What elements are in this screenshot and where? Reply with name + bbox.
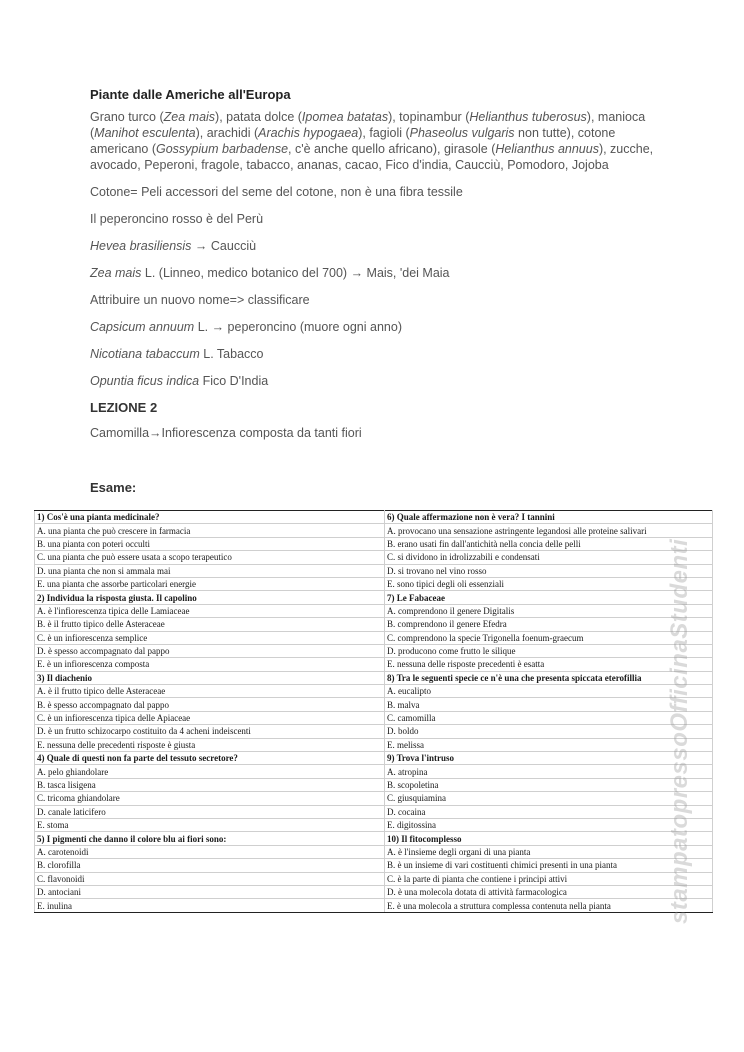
text-segment: L. (Linneo, medico botanico del 700) → Mais, 'dei Maia <box>141 266 450 280</box>
text-segment: ), topinambur ( <box>388 110 470 124</box>
table-row <box>35 577 713 590</box>
exam-option: E. digitossina <box>385 818 713 831</box>
text-segment: ), manioca ( <box>90 110 646 140</box>
exam-option: B. è spesso accompagnato dal pappo <box>35 698 385 711</box>
pepper-note: Il peperoncino rosso è del Perù <box>90 212 264 226</box>
species-name: Gossypium barbadense <box>156 142 289 156</box>
text-segment: ), zucche, avocado, Peperoni, fragole, tabacco, ananas, cacao, Fico d'india, Caucciù, Pomodoro, Jojoba <box>90 142 654 172</box>
exam-option: D. si trovano nel vino rosso <box>385 564 713 577</box>
classification-note: Attribuire un nuovo nome=> classificare <box>90 293 310 307</box>
watermark <box>665 538 695 925</box>
exam-option: A. comprendono il genere Digitalis <box>385 604 713 617</box>
species-name: Zea mais <box>163 110 216 124</box>
notes-section <box>90 86 670 452</box>
species-name: Zea mais <box>90 266 142 280</box>
exam-question: 3) Il diachenio <box>35 671 385 684</box>
exam-option: C. comprendono la specie Trigonella foenum-graecum <box>385 631 713 644</box>
table-row <box>35 832 713 845</box>
exam-option: E. una pianta che assorbe particolari energie <box>35 577 385 590</box>
plants-list-paragraph <box>90 109 670 173</box>
nicotiana-note <box>90 346 670 362</box>
table-row <box>35 551 713 564</box>
exam-label: Esame: <box>90 480 137 495</box>
table-row <box>35 511 713 524</box>
exam-option: E. sono tipici degli oli essenziali <box>385 577 713 590</box>
species-name: Ipomea batatas <box>301 110 389 124</box>
exam-option: D. producono come frutto le silique <box>385 644 713 657</box>
exam-option: E. melissa <box>385 738 713 751</box>
species-name: Capsicum annuum <box>90 320 195 334</box>
exam-option: C. è un infiorescenza tipica delle Apiaceae <box>35 711 385 724</box>
table-row <box>35 805 713 818</box>
text-segment: ), fagioli ( <box>358 126 410 140</box>
exam-option: A. eucalipto <box>385 685 713 698</box>
exam-option: D. è una molecola dotata di attività farmacologica <box>385 885 713 898</box>
exam-option: E. è un infiorescenza composta <box>35 658 385 671</box>
exam-question: 4) Quale di questi non fa parte del tessuto secretore? <box>35 752 385 765</box>
species-name: Phaseolus vulgaris <box>409 126 515 140</box>
table-row <box>35 778 713 791</box>
table-row <box>35 591 713 604</box>
table-row <box>35 738 713 751</box>
exam-question: 10) Il fitocomplesso <box>385 832 713 845</box>
exam-option: E. nessuna delle risposte precedenti è esatta <box>385 658 713 671</box>
species-name: Nicotiana tabaccum <box>90 347 200 361</box>
text-segment: Grano turco ( <box>90 110 164 124</box>
table-row <box>35 685 713 698</box>
table-row <box>35 698 713 711</box>
exam-option: B. scopoletina <box>385 778 713 791</box>
exam-option: D. una pianta che non si ammala mai <box>35 564 385 577</box>
exam-option: E. nessuna delle precedenti risposte è giusta <box>35 738 385 751</box>
exam-option: A. è l'insieme degli organi di una pianta <box>385 845 713 858</box>
exam-option: C. si dividono in idrolizzabili e condensati <box>385 551 713 564</box>
table-row <box>35 524 713 537</box>
zea-note <box>90 265 670 281</box>
table-row <box>35 752 713 765</box>
table-row <box>35 818 713 831</box>
exam-option: E. inulina <box>35 899 385 912</box>
exam-option: A. è il frutto tipico delle Asteraceae <box>35 685 385 698</box>
table-row <box>35 604 713 617</box>
species-name: Helianthus tuberosus <box>469 110 587 124</box>
exam-question: 6) Quale affermazione non è vera? I tannini <box>385 511 713 524</box>
table-row <box>35 658 713 671</box>
exam-option: B. tasca lisigena <box>35 778 385 791</box>
exam-option: D. canale laticifero <box>35 805 385 818</box>
exam-table-body <box>35 511 713 913</box>
exam-option: B. erano usati fin dall'antichità nella concia delle pelli <box>385 537 713 550</box>
exam-question: 8) Tra le seguenti specie ce n'è una che presenta spiccata eterofillia <box>385 671 713 684</box>
exam-option: E. è una molecola a struttura complessa contenuta nella pianta <box>385 899 713 912</box>
table-row <box>35 899 713 912</box>
text-segment: non tutte), cotone americano ( <box>90 126 616 156</box>
exam-question: 7) Le Fabaceae <box>385 591 713 604</box>
exam-question: 2) Individua la risposta giusta. Il capolino <box>35 591 385 604</box>
exam-option: C. è un infiorescenza semplice <box>35 631 385 644</box>
text-segment: , c'è anche quello africano), girasole ( <box>288 142 496 156</box>
exam-question: 9) Trova l'intruso <box>385 752 713 765</box>
exam-option: A. è l'infiorescenza tipica delle Lamiaceae <box>35 604 385 617</box>
exam-option: C. tricoma ghiandolare <box>35 792 385 805</box>
exam-option: D. è un frutto schizocarpo costituito da 4 acheni indeiscenti <box>35 725 385 738</box>
exam-option: C. è la parte di pianta che contiene i principi attivi <box>385 872 713 885</box>
exam-option: C. giusquiamina <box>385 792 713 805</box>
exam-option: B. è un insieme di vari costituenti chimici presenti in una pianta <box>385 859 713 872</box>
exam-option: B. clorofilla <box>35 859 385 872</box>
exam-option: C. camomilla <box>385 711 713 724</box>
exam-option: B. comprendono il genere Efedra <box>385 618 713 631</box>
species-name: Manihot esculenta <box>94 126 196 140</box>
exam-option: B. una pianta con poteri occulti <box>35 537 385 550</box>
table-row <box>35 872 713 885</box>
species-name: Arachis hypogaea <box>258 126 359 140</box>
species-name: Opuntia ficus indica <box>90 374 200 388</box>
exam-question: 5) I pigmenti che danno il colore blu ai fiori sono: <box>35 832 385 845</box>
table-row <box>35 618 713 631</box>
table-row <box>35 564 713 577</box>
lesson-heading: LEZIONE 2 <box>90 400 158 415</box>
text-segment: L. Tabacco <box>199 347 264 361</box>
text-segment: ), patata dolce ( <box>215 110 302 124</box>
text-segment: ), arachidi ( <box>195 126 259 140</box>
cotton-note: Cotone= Peli accessori del seme del cotone, non è una fibra tessile <box>90 185 463 199</box>
table-row <box>35 845 713 858</box>
exam-option: E. stoma <box>35 818 385 831</box>
exam-option: B. è il frutto tipico delle Asteraceae <box>35 618 385 631</box>
chamomile-note: Camomilla→Infiorescenza composta da tanti fiori <box>90 426 362 440</box>
opuntia-note <box>90 373 670 389</box>
table-row <box>35 765 713 778</box>
exam-question: 1) Cos'è una pianta medicinale? <box>35 511 385 524</box>
exam-option: A. provocano una sensazione astringente legandosi alle proteine salivari <box>385 524 713 537</box>
hevea-note <box>90 238 670 254</box>
table-row <box>35 644 713 657</box>
exam-option: D. cocaina <box>385 805 713 818</box>
text-segment: L. → peperoncino (muore ogni anno) <box>194 320 402 334</box>
exam-option: D. boldo <box>385 725 713 738</box>
table-row <box>35 725 713 738</box>
exam-option: D. è spesso accompagnato dal pappo <box>35 644 385 657</box>
text-segment: → Caucciù <box>191 239 257 253</box>
exam-option: D. antociani <box>35 885 385 898</box>
exam-option: A. carotenoidi <box>35 845 385 858</box>
table-row <box>35 711 713 724</box>
exam-option: A. pelo ghiandolare <box>35 765 385 778</box>
notes-title: Piante dalle Americhe all'Europa <box>90 87 291 102</box>
watermark-text: stampatopressoOfficinaStudenti <box>666 538 693 924</box>
exam-option: C. flavonoidi <box>35 872 385 885</box>
species-name: Hevea brasiliensis <box>90 239 192 253</box>
exam-option: B. malva <box>385 698 713 711</box>
species-name: Helianthus annuus <box>495 142 599 156</box>
capsicum-note <box>90 319 670 335</box>
exam-option: A. una pianta che può crescere in farmacia <box>35 524 385 537</box>
table-row <box>35 631 713 644</box>
exam-table <box>34 510 713 913</box>
table-row <box>35 885 713 898</box>
table-row <box>35 859 713 872</box>
table-row <box>35 671 713 684</box>
exam-option: C. una pianta che può essere usata a scopo terapeutico <box>35 551 385 564</box>
exam-option: A. atropina <box>385 765 713 778</box>
text-segment: Fico D'India <box>199 374 269 388</box>
table-row <box>35 792 713 805</box>
table-row <box>35 537 713 550</box>
